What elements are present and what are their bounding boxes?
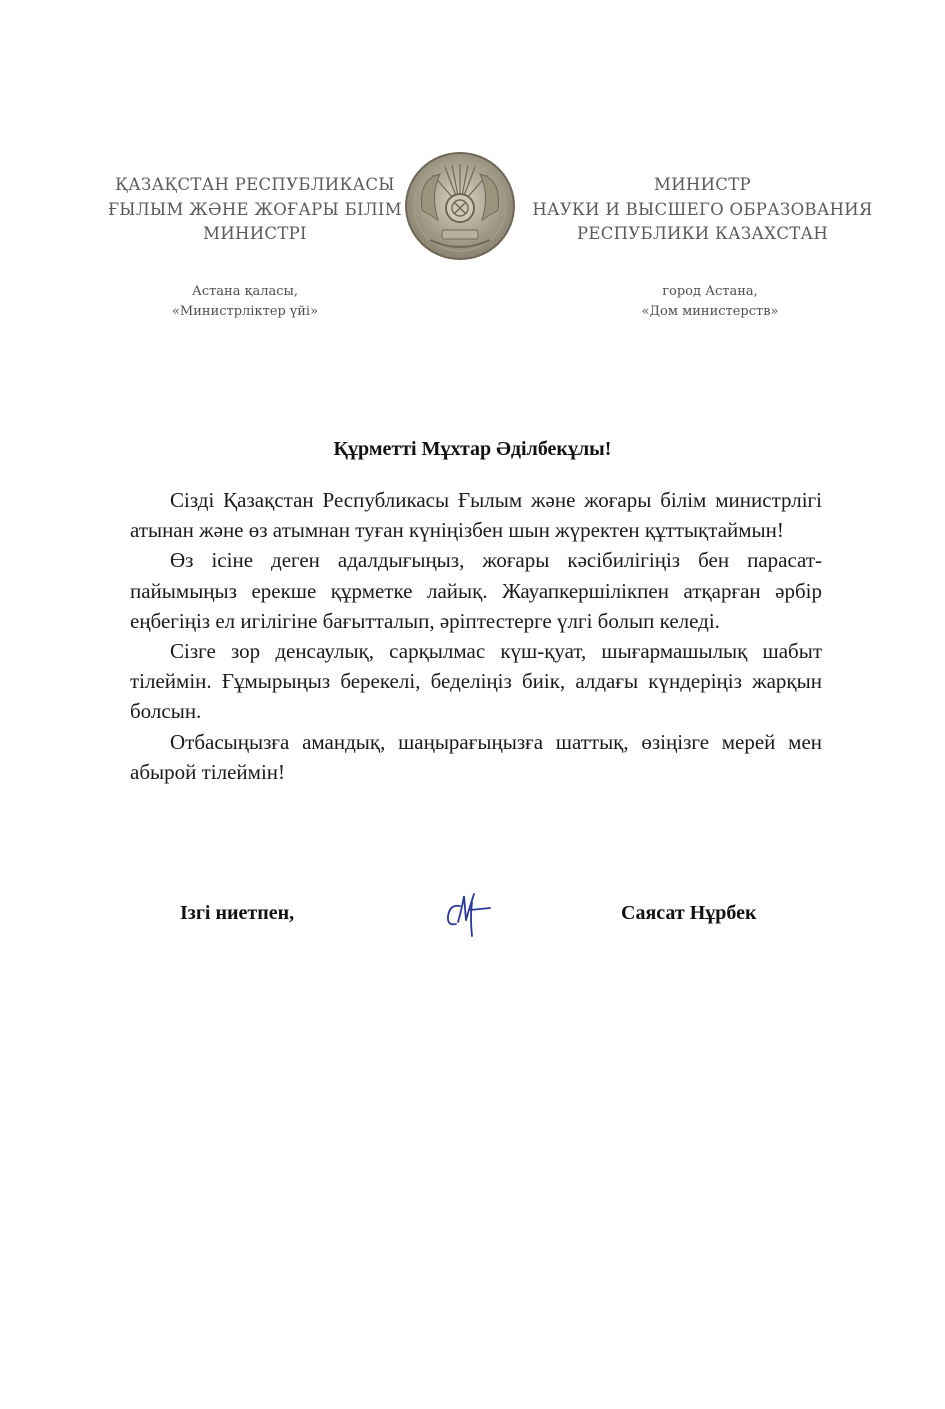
signatory-name: Саясат Нұрбек xyxy=(621,902,757,924)
letterhead-kazakh-line: ҒЫЛЫМ ЖӘНЕ ЖОҒАРЫ БІЛІМ xyxy=(108,199,402,219)
letter-paragraph: Сізге зор денсаулық, сарқылмас күш-қуат, шығармашылық шабыт тілеймін. Ғұмырыңыз берекелі, беделіңіз биік, алдағы күндеріңіз жарқын болсын. xyxy=(130,639,822,724)
state-emblem-icon xyxy=(400,150,520,262)
letterhead-kazakh-line: ҚАЗАҚСТАН РЕСПУБЛИКАСЫ xyxy=(115,175,395,194)
letter-greeting: Құрметті Мұхтар Әділбекұлы! xyxy=(333,438,612,460)
address-line: «Дом министерств» xyxy=(641,304,779,319)
address-line: Астана қаласы, xyxy=(191,284,298,299)
letterhead-russian-line: РЕСПУБЛИКИ КАЗАХСТАН xyxy=(576,224,829,243)
address-line: город Астана, xyxy=(662,284,758,299)
letterhead-russian-line: НАУКИ И ВЫСШЕГО ОБРАЗОВАНИЯ xyxy=(532,199,873,219)
letter-closing: Ізгі ниетпен, xyxy=(180,902,295,924)
letter-paragraph: Сізді Қазақстан Республикасы Ғылым және жоғары білім министрлігі атынан және өз атымнан туған күніңізбен шын жүректен құттықтаймын! xyxy=(130,488,822,543)
address-kazakh xyxy=(120,282,370,322)
letterhead-kazakh-line: МИНИСТРІ xyxy=(203,224,307,243)
letterhead-kazakh xyxy=(95,173,415,247)
letter-paragraph: Отбасыңызға амандық, шаңырағыңызға шаттық, өзіңізге мерей мен абырой тілеймін! xyxy=(130,729,822,784)
letter-body xyxy=(130,485,822,787)
letterhead-russian-line: МИНИСТР xyxy=(654,175,751,194)
letter-paragraph: Өз ісіне деген адалдығыңыз, жоғары кәсібилігіңіз бен парасат-пайымыңыз ерекше құрметке лайық. Жауапкершілікпен атқарған әрбір еңбегіңіз ел игілігіне бағытталып, әріптестерге үлгі болып келеді. xyxy=(130,548,822,633)
signature-icon xyxy=(440,888,496,940)
address-line: «Министрліктер үйі» xyxy=(171,304,319,319)
address-russian xyxy=(585,282,835,322)
letterhead-russian xyxy=(525,173,880,247)
